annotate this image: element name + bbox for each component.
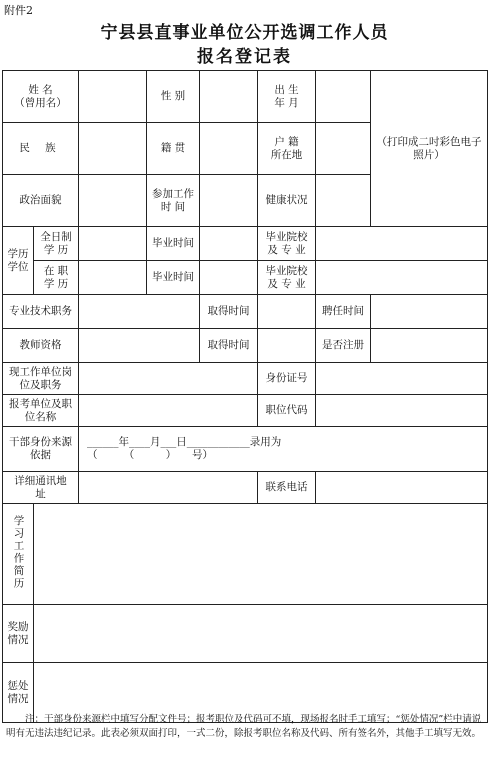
current-unit-field[interactable] xyxy=(79,363,258,395)
cadre-status-field[interactable] xyxy=(79,427,488,472)
ethnicity-label: 民 族 xyxy=(3,123,79,175)
phone-label: 联系电话 xyxy=(258,472,316,504)
teacher-cert-label: 教师资格 xyxy=(3,329,79,363)
parttime-label: 在 职 学 历 xyxy=(34,261,79,295)
id-number-field[interactable] xyxy=(316,363,488,395)
address-label: 详细通讯地 址 xyxy=(3,472,79,504)
photo-box[interactable]: （打印成二吋彩色电子照片） xyxy=(371,71,488,227)
native-place-field[interactable] xyxy=(200,123,258,175)
rewards-field[interactable] xyxy=(34,605,488,663)
form-subtitle: 报名登记表 xyxy=(197,47,292,67)
political-label: 政治面貌 xyxy=(3,175,79,227)
cadre-fill-line-1: ______年____月___日____________录用为 xyxy=(87,436,282,448)
grad-time-field-2[interactable] xyxy=(200,261,258,295)
apply-unit-label: 报考单位及职位名称 xyxy=(3,395,79,427)
resume-field[interactable] xyxy=(34,504,488,605)
current-unit-label: 现工作单位岗位及职务 xyxy=(3,363,79,395)
fulltime-label: 全日制 学 历 xyxy=(34,227,79,261)
phone-field[interactable] xyxy=(316,472,488,504)
name-field[interactable] xyxy=(79,71,147,123)
cadre-status-label: 干部身份来源依据 xyxy=(3,427,79,472)
school-field-1[interactable] xyxy=(316,227,488,261)
fulltime-field[interactable] xyxy=(79,227,147,261)
birth-field[interactable] xyxy=(316,71,371,123)
school-label-2: 毕业院校 及 专 业 xyxy=(258,261,316,295)
hire-time-label: 聘任时间 xyxy=(316,295,371,329)
edu-degree-label: 学历学位 xyxy=(3,227,34,295)
title-position-field[interactable] xyxy=(79,295,200,329)
native-place-label: 籍 贯 xyxy=(147,123,200,175)
gender-label: 性 别 xyxy=(147,71,200,123)
resume-label: 学习工作简历 xyxy=(3,504,34,605)
hire-time-field[interactable] xyxy=(371,295,488,329)
grad-time-label-2: 毕业时间 xyxy=(147,261,200,295)
title-position-label: 专业技术职务 xyxy=(3,295,79,329)
gender-field[interactable] xyxy=(200,71,258,123)
cadre-fill-line-2: （ （ ） 号） xyxy=(87,449,213,461)
obtain-time-field-1[interactable] xyxy=(258,295,316,329)
grad-time-field-1[interactable] xyxy=(200,227,258,261)
obtain-time-field-2[interactable] xyxy=(258,329,316,363)
work-time-label: 参加工作 时 间 xyxy=(147,175,200,227)
obtain-time-label-1: 取得时间 xyxy=(200,295,258,329)
punishment-label: 惩处情况 xyxy=(3,663,34,723)
id-number-label: 身份证号 xyxy=(258,363,316,395)
grad-time-label-1: 毕业时间 xyxy=(147,227,200,261)
rewards-label: 奖励情况 xyxy=(3,605,34,663)
teacher-cert-field[interactable] xyxy=(79,329,200,363)
registration-form xyxy=(2,70,488,723)
parttime-field[interactable] xyxy=(79,261,147,295)
school-label-1: 毕业院校 及 专 业 xyxy=(258,227,316,261)
job-code-field[interactable] xyxy=(316,395,488,427)
footer-note: 注：干部身份来源栏中填写分配文件号；报考职位及代码可不填，现场报名时手工填写；“惩处情况”栏中请说明有无违法违纪记录。此表必须双面打印，一式二份，除报考职位名称及代码、所有签名外，其他手工填写无效。 xyxy=(6,714,482,739)
ethnicity-field[interactable] xyxy=(79,123,147,175)
apply-unit-field[interactable] xyxy=(79,395,258,427)
school-field-2[interactable] xyxy=(316,261,488,295)
hukou-label: 户 籍 所在地 xyxy=(258,123,316,175)
registered-field[interactable] xyxy=(371,329,488,363)
name-label: 姓 名 （曾用名） xyxy=(3,71,79,123)
work-time-field[interactable] xyxy=(200,175,258,227)
form-title: 宁县县直事业单位公开选调工作人员 xyxy=(100,23,389,43)
health-label: 健康状况 xyxy=(258,175,316,227)
obtain-time-label-2: 取得时间 xyxy=(200,329,258,363)
birth-label: 出 生 年 月 xyxy=(258,71,316,123)
job-code-label: 职位代码 xyxy=(258,395,316,427)
address-field[interactable] xyxy=(79,472,258,504)
health-field[interactable] xyxy=(316,175,371,227)
attachment-label: 附件2 xyxy=(4,4,33,17)
registered-label: 是否注册 xyxy=(316,329,371,363)
hukou-field[interactable] xyxy=(316,123,371,175)
political-field[interactable] xyxy=(79,175,147,227)
